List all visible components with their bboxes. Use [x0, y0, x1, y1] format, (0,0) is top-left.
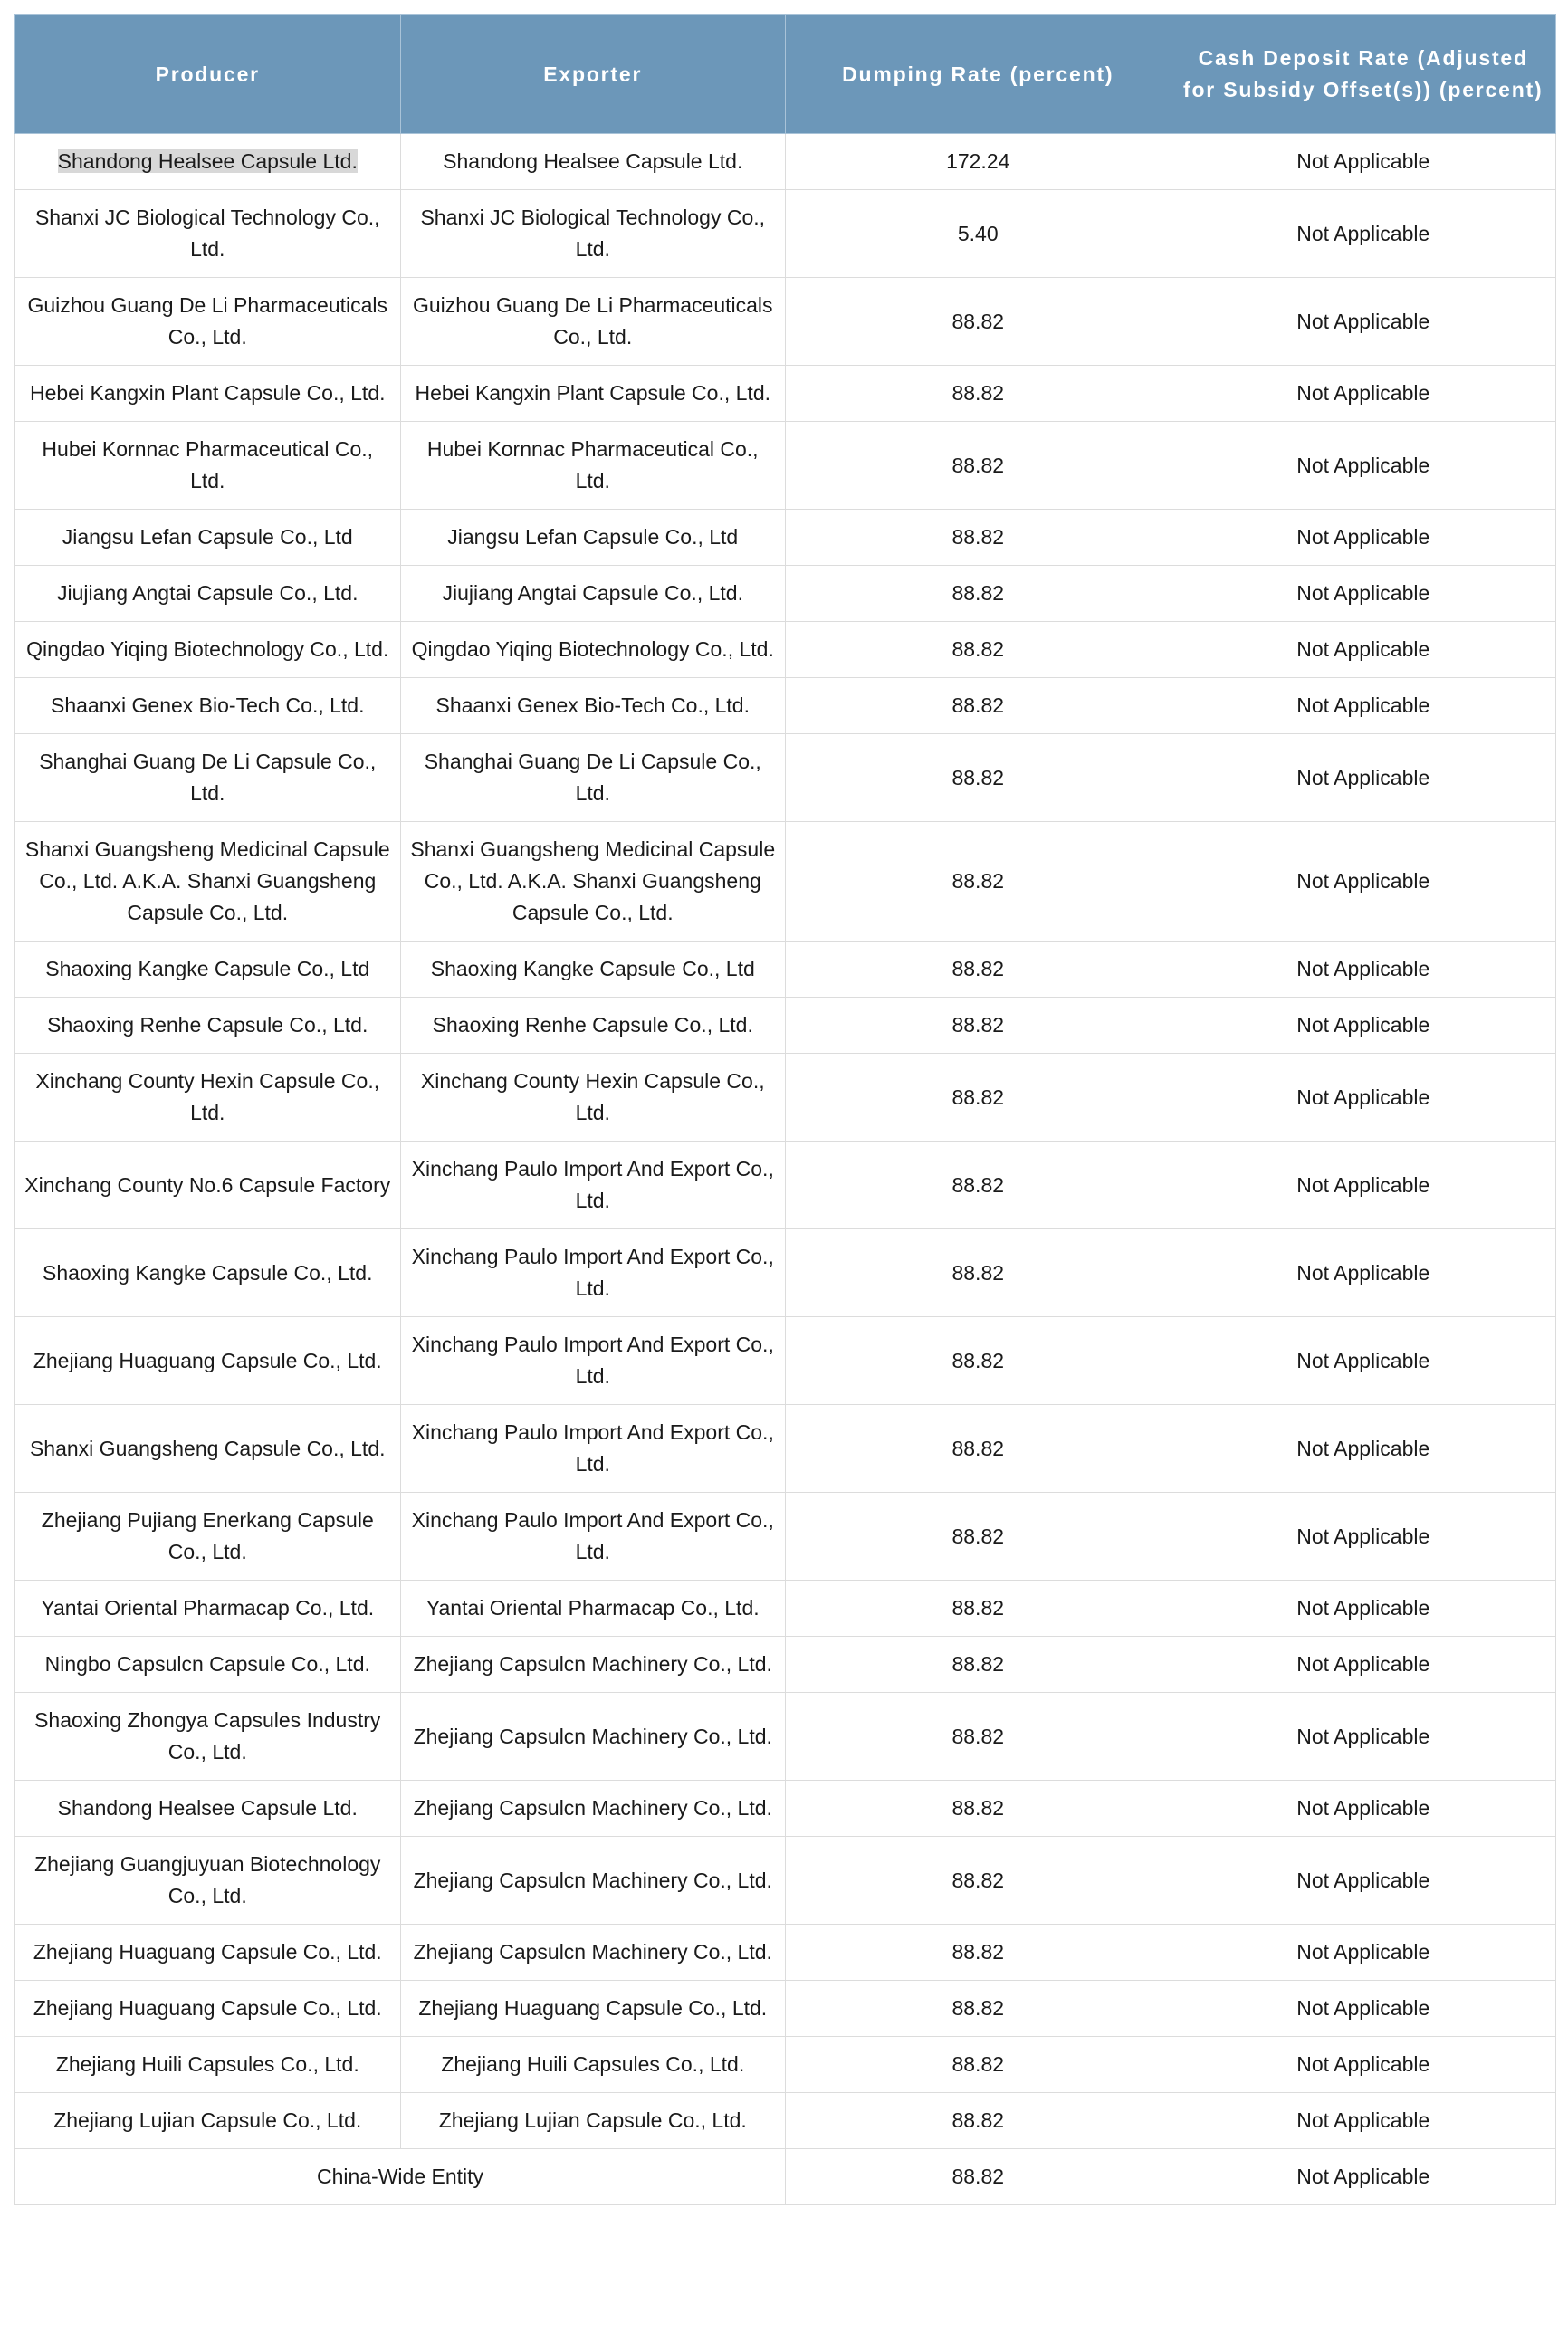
dumping-rate-cell: 88.82 [786, 942, 1171, 998]
header-producer: Producer [15, 15, 401, 134]
dumping-rate-cell: 88.82 [786, 1054, 1171, 1142]
table-row [15, 278, 1556, 366]
producer-cell: Shanxi Guangsheng Capsule Co., Ltd. [15, 1405, 401, 1493]
dumping-rate-cell: 88.82 [786, 366, 1171, 422]
dumping-rate-cell: 88.82 [786, 1581, 1171, 1637]
rates-table [14, 14, 1556, 2205]
producer-cell: Zhejiang Huili Capsules Co., Ltd. [15, 2037, 401, 2093]
table-row [15, 1493, 1556, 1581]
cash-deposit-cell: Not Applicable [1171, 1837, 1556, 1925]
table-row [15, 2037, 1556, 2093]
exporter-cell: Zhejiang Capsulcn Machinery Co., Ltd. [400, 1781, 786, 1837]
cash-deposit-cell: Not Applicable [1171, 566, 1556, 622]
cash-deposit-cell: Not Applicable [1171, 510, 1556, 566]
producer-cell [15, 134, 401, 190]
table-row [15, 1781, 1556, 1837]
dumping-rate-cell: 88.82 [786, 566, 1171, 622]
dumping-rate-cell: 88.82 [786, 1229, 1171, 1317]
exporter-cell: Qingdao Yiqing Biotechnology Co., Ltd. [400, 622, 786, 678]
producer-cell: Hebei Kangxin Plant Capsule Co., Ltd. [15, 366, 401, 422]
dumping-rate-cell: 88.82 [786, 510, 1171, 566]
producer-cell: Zhejiang Pujiang Enerkang Capsule Co., Ltd. [15, 1493, 401, 1581]
cash-deposit-cell: Not Applicable [1171, 734, 1556, 822]
dumping-rate-cell: 5.40 [786, 190, 1171, 278]
producer-cell: Shaoxing Kangke Capsule Co., Ltd [15, 942, 401, 998]
cash-deposit-cell: Not Applicable [1171, 1142, 1556, 1229]
producer-cell: Zhejiang Guangjuyuan Biotechnology Co., Ltd. [15, 1837, 401, 1925]
table-row [15, 190, 1556, 278]
table-row [15, 1925, 1556, 1981]
producer-cell: Shandong Healsee Capsule Ltd. [15, 1781, 401, 1837]
exporter-cell: Zhejiang Capsulcn Machinery Co., Ltd. [400, 1925, 786, 1981]
china-wide-entity-cell: China-Wide Entity [15, 2149, 786, 2205]
table-row [15, 1837, 1556, 1925]
cash-deposit-cell: Not Applicable [1171, 2037, 1556, 2093]
exporter-cell: Shandong Healsee Capsule Ltd. [400, 134, 786, 190]
exporter-cell: Zhejiang Huaguang Capsule Co., Ltd. [400, 1981, 786, 2037]
exporter-cell: Zhejiang Capsulcn Machinery Co., Ltd. [400, 1693, 786, 1781]
exporter-cell: Shanghai Guang De Li Capsule Co., Ltd. [400, 734, 786, 822]
dumping-rate-cell: 88.82 [786, 278, 1171, 366]
table-row [15, 422, 1556, 510]
cash-deposit-cell: Not Applicable [1171, 422, 1556, 510]
exporter-cell: Xinchang Paulo Import And Export Co., Ltd. [400, 1493, 786, 1581]
producer-cell: Shaoxing Renhe Capsule Co., Ltd. [15, 998, 401, 1054]
cash-deposit-cell: Not Applicable [1171, 1981, 1556, 2037]
table-row [15, 1693, 1556, 1781]
china-wide-rate-cell: 88.82 [786, 2149, 1171, 2205]
cash-deposit-cell: Not Applicable [1171, 822, 1556, 942]
table-row [15, 366, 1556, 422]
cash-deposit-cell: Not Applicable [1171, 1925, 1556, 1981]
exporter-cell: Shaanxi Genex Bio-Tech Co., Ltd. [400, 678, 786, 734]
highlighted-producer-text[interactable]: Shandong Healsee Capsule Ltd. [57, 149, 358, 173]
exporter-cell: Zhejiang Capsulcn Machinery Co., Ltd. [400, 1637, 786, 1693]
china-wide-row [15, 2149, 1556, 2205]
cash-deposit-cell: Not Applicable [1171, 1317, 1556, 1405]
cash-deposit-cell: Not Applicable [1171, 1405, 1556, 1493]
table-row [15, 510, 1556, 566]
dumping-rate-cell: 88.82 [786, 422, 1171, 510]
dumping-rate-cell: 88.82 [786, 1637, 1171, 1693]
table-row [15, 622, 1556, 678]
table-row [15, 2093, 1556, 2149]
table-row [15, 134, 1556, 190]
cash-deposit-cell: Not Applicable [1171, 1229, 1556, 1317]
producer-cell: Hubei Kornnac Pharmaceutical Co., Ltd. [15, 422, 401, 510]
producer-cell: Zhejiang Lujian Capsule Co., Ltd. [15, 2093, 401, 2149]
cash-deposit-cell: Not Applicable [1171, 366, 1556, 422]
dumping-rate-cell: 88.82 [786, 1693, 1171, 1781]
table-row [15, 1637, 1556, 1693]
producer-cell: Jiujiang Angtai Capsule Co., Ltd. [15, 566, 401, 622]
exporter-cell: Yantai Oriental Pharmacap Co., Ltd. [400, 1581, 786, 1637]
cash-deposit-cell: Not Applicable [1171, 678, 1556, 734]
dumping-rate-cell: 88.82 [786, 1405, 1171, 1493]
cash-deposit-cell: Not Applicable [1171, 622, 1556, 678]
producer-cell: Shanxi Guangsheng Medicinal Capsule Co., Ltd. A.K.A. Shanxi Guangsheng Capsule Co., Ltd. [15, 822, 401, 942]
cash-deposit-cell: Not Applicable [1171, 1693, 1556, 1781]
exporter-cell: Xinchang Paulo Import And Export Co., Ltd. [400, 1229, 786, 1317]
dumping-rate-cell: 88.82 [786, 1317, 1171, 1405]
table-row [15, 1142, 1556, 1229]
producer-cell: Shaanxi Genex Bio-Tech Co., Ltd. [15, 678, 401, 734]
header-cash-deposit-rate: Cash Deposit Rate (Adjusted for Subsidy Offset(s)) (percent) [1171, 15, 1556, 134]
header-dumping-rate: Dumping Rate (percent) [786, 15, 1171, 134]
table-row [15, 1581, 1556, 1637]
table-row [15, 1229, 1556, 1317]
producer-cell: Ningbo Capsulcn Capsule Co., Ltd. [15, 1637, 401, 1693]
producer-cell: Shanghai Guang De Li Capsule Co., Ltd. [15, 734, 401, 822]
cash-deposit-cell: Not Applicable [1171, 2093, 1556, 2149]
exporter-cell: Shanxi JC Biological Technology Co., Ltd. [400, 190, 786, 278]
table-row [15, 998, 1556, 1054]
exporter-cell: Zhejiang Huili Capsules Co., Ltd. [400, 2037, 786, 2093]
header-row [15, 15, 1556, 134]
cash-deposit-cell: Not Applicable [1171, 1637, 1556, 1693]
china-wide-cash-cell: Not Applicable [1171, 2149, 1556, 2205]
dumping-rate-cell: 88.82 [786, 734, 1171, 822]
exporter-cell: Zhejiang Lujian Capsule Co., Ltd. [400, 2093, 786, 2149]
dumping-rate-cell: 88.82 [786, 1493, 1171, 1581]
dumping-rate-cell: 88.82 [786, 678, 1171, 734]
producer-cell: Shaoxing Kangke Capsule Co., Ltd. [15, 1229, 401, 1317]
exporter-cell: Xinchang County Hexin Capsule Co., Ltd. [400, 1054, 786, 1142]
header-exporter: Exporter [400, 15, 786, 134]
producer-cell: Jiangsu Lefan Capsule Co., Ltd [15, 510, 401, 566]
dumping-rate-cell: 88.82 [786, 822, 1171, 942]
table-row [15, 822, 1556, 942]
producer-cell: Yantai Oriental Pharmacap Co., Ltd. [15, 1581, 401, 1637]
exporter-cell: Hubei Kornnac Pharmaceutical Co., Ltd. [400, 422, 786, 510]
cash-deposit-cell: Not Applicable [1171, 1581, 1556, 1637]
dumping-rate-cell: 88.82 [786, 1781, 1171, 1837]
table-body [15, 134, 1556, 2205]
table-row [15, 678, 1556, 734]
cash-deposit-cell: Not Applicable [1171, 1054, 1556, 1142]
dumping-rate-cell: 88.82 [786, 622, 1171, 678]
table-row [15, 1317, 1556, 1405]
cash-deposit-cell: Not Applicable [1171, 134, 1556, 190]
table-header [15, 15, 1556, 134]
producer-cell: Shanxi JC Biological Technology Co., Ltd. [15, 190, 401, 278]
cash-deposit-cell: Not Applicable [1171, 998, 1556, 1054]
table-row [15, 942, 1556, 998]
table-row [15, 566, 1556, 622]
dumping-rate-cell: 88.82 [786, 2037, 1171, 2093]
exporter-cell: Jiangsu Lefan Capsule Co., Ltd [400, 510, 786, 566]
exporter-cell: Xinchang Paulo Import And Export Co., Ltd. [400, 1317, 786, 1405]
producer-cell: Zhejiang Huaguang Capsule Co., Ltd. [15, 1925, 401, 1981]
rates-table-container [14, 14, 1555, 2205]
cash-deposit-cell: Not Applicable [1171, 1493, 1556, 1581]
exporter-cell: Shaoxing Renhe Capsule Co., Ltd. [400, 998, 786, 1054]
table-row [15, 1054, 1556, 1142]
exporter-cell: Jiujiang Angtai Capsule Co., Ltd. [400, 566, 786, 622]
dumping-rate-cell: 88.82 [786, 1925, 1171, 1981]
cash-deposit-cell: Not Applicable [1171, 278, 1556, 366]
producer-cell: Xinchang County Hexin Capsule Co., Ltd. [15, 1054, 401, 1142]
cash-deposit-cell: Not Applicable [1171, 1781, 1556, 1837]
producer-cell: Qingdao Yiqing Biotechnology Co., Ltd. [15, 622, 401, 678]
exporter-cell: Shanxi Guangsheng Medicinal Capsule Co., Ltd. A.K.A. Shanxi Guangsheng Capsule Co., Ltd. [400, 822, 786, 942]
dumping-rate-cell: 172.24 [786, 134, 1171, 190]
table-row [15, 734, 1556, 822]
exporter-cell: Shaoxing Kangke Capsule Co., Ltd [400, 942, 786, 998]
producer-cell: Zhejiang Huaguang Capsule Co., Ltd. [15, 1981, 401, 2037]
dumping-rate-cell: 88.82 [786, 1142, 1171, 1229]
dumping-rate-cell: 88.82 [786, 998, 1171, 1054]
producer-cell: Zhejiang Huaguang Capsule Co., Ltd. [15, 1317, 401, 1405]
table-row [15, 1981, 1556, 2037]
producer-cell: Guizhou Guang De Li Pharmaceuticals Co., Ltd. [15, 278, 401, 366]
cash-deposit-cell: Not Applicable [1171, 190, 1556, 278]
table-row [15, 1405, 1556, 1493]
producer-cell: Xinchang County No.6 Capsule Factory [15, 1142, 401, 1229]
exporter-cell: Hebei Kangxin Plant Capsule Co., Ltd. [400, 366, 786, 422]
dumping-rate-cell: 88.82 [786, 2093, 1171, 2149]
exporter-cell: Xinchang Paulo Import And Export Co., Ltd. [400, 1405, 786, 1493]
cash-deposit-cell: Not Applicable [1171, 942, 1556, 998]
exporter-cell: Zhejiang Capsulcn Machinery Co., Ltd. [400, 1837, 786, 1925]
exporter-cell: Xinchang Paulo Import And Export Co., Ltd. [400, 1142, 786, 1229]
exporter-cell: Guizhou Guang De Li Pharmaceuticals Co., Ltd. [400, 278, 786, 366]
dumping-rate-cell: 88.82 [786, 1837, 1171, 1925]
dumping-rate-cell: 88.82 [786, 1981, 1171, 2037]
producer-cell: Shaoxing Zhongya Capsules Industry Co., Ltd. [15, 1693, 401, 1781]
